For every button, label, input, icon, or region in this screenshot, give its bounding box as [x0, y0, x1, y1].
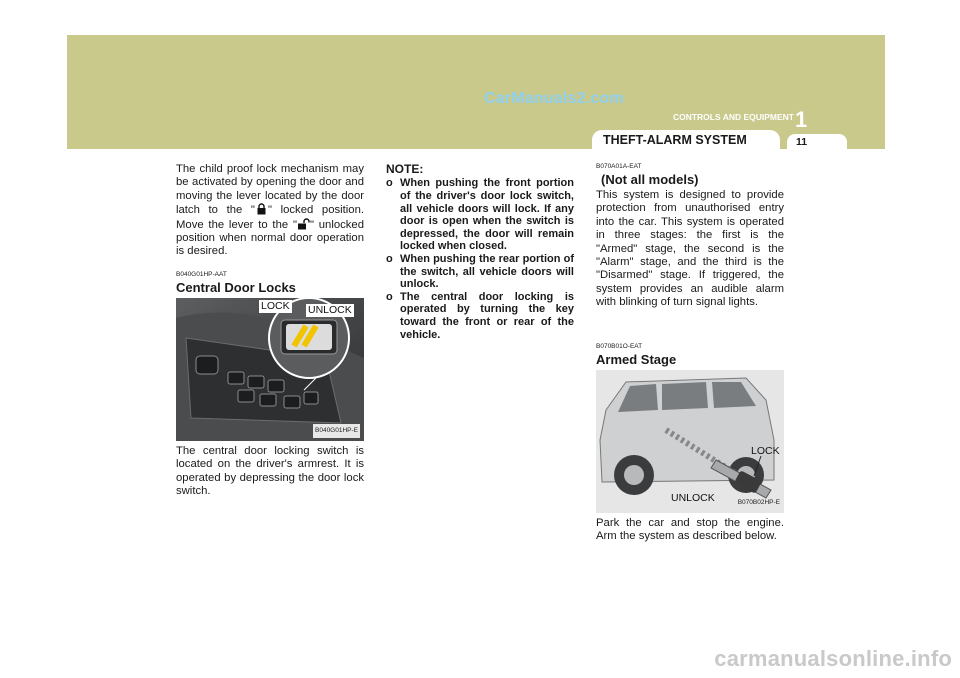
- note-item: [386, 177, 574, 253]
- park-paragraph: Park the car and stop the engine. Arm the system as described below.: [596, 516, 784, 543]
- section-code: B040G01HP-AAT: [176, 270, 227, 278]
- section-code: B070B01O-EAT: [596, 342, 643, 350]
- section-code: B070A01A-EAT: [596, 163, 642, 170]
- note-item-text: When pushing the rear portion of the switch, all vehicle doors will unlock.: [400, 252, 574, 291]
- bullet-marker: o: [386, 252, 393, 265]
- figure-unlock-label: UNLOCK: [671, 491, 715, 504]
- child-lock-text-1: The child proof lock mechanism may be activated by opening the door and moving the lever located by the door latch to the ": [176, 163, 364, 217]
- central-lock-paragraph: The central door locking switch is located on the driver's armrest. It is operated by depressing the door lock switch.: [176, 444, 364, 498]
- note-item: [386, 291, 574, 341]
- theft-alarm-paragraph: This system is designed to provide protection from unauthorised entry into the car. This system is operated in three stages: the first is the "Armed" stage, the second is the "Alarm" stage, and the third is the "Disarmed" stage. If triggered, the system provides an audible alarm with blinking of turn signal lights.: [596, 189, 784, 309]
- figure-code: B070B02HP-E: [737, 499, 780, 507]
- figure-lock-label: LOCK: [261, 299, 290, 312]
- door-lock-switch-figure: [176, 298, 364, 441]
- bullet-marker: o: [386, 290, 393, 303]
- note-item-text: When pushing the front portion of the driver's door lock switch, all vehicle doors will lock. If any door is open when the switch is depressed, the door will remain locked when closed.: [400, 177, 574, 253]
- car-key-figure: [596, 370, 784, 513]
- note-title: NOTE:: [386, 162, 424, 176]
- figure-unlock-label: UNLOCK: [308, 303, 352, 316]
- note-item: [386, 253, 574, 291]
- top-watermark: CarManuals2.com: [484, 90, 624, 107]
- child-lock-text-2: " locked position. Move the lever to the ": [176, 204, 364, 231]
- page-number: 11: [796, 136, 808, 148]
- child-lock-text-3: " unlocked position when normal door operation is desired.: [176, 218, 364, 258]
- column-left: [176, 163, 364, 498]
- note-item-text: The central door locking is operated by turning the key toward the front or rear of the vehicle.: [400, 290, 574, 341]
- note-list: [386, 177, 574, 341]
- section-label: CONTROLS AND EQUIPMENT: [672, 112, 794, 122]
- figure-lock-label: LOCK: [751, 444, 780, 457]
- figure-code: B040G01HP-E: [313, 424, 360, 437]
- footer-watermark: carmanualsonline.info: [714, 646, 952, 671]
- page-title-tab: [592, 130, 780, 151]
- bullet-marker: o: [386, 177, 393, 190]
- armrest-illustration: [176, 298, 364, 441]
- not-all-models-subtitle: (Not all models): [601, 172, 699, 187]
- armed-stage-heading: Armed Stage: [596, 351, 677, 367]
- column-middle: [386, 163, 574, 341]
- page-number-tab: [787, 134, 847, 151]
- central-door-locks-heading: Central Door Locks: [176, 279, 296, 295]
- child-lock-paragraph: [176, 163, 364, 259]
- chapter-number: 1: [795, 107, 808, 132]
- lock-icon: [255, 203, 268, 215]
- page-title: THEFT-ALARM SYSTEM: [603, 133, 747, 147]
- column-right: [596, 163, 784, 543]
- unlock-icon: [297, 218, 310, 230]
